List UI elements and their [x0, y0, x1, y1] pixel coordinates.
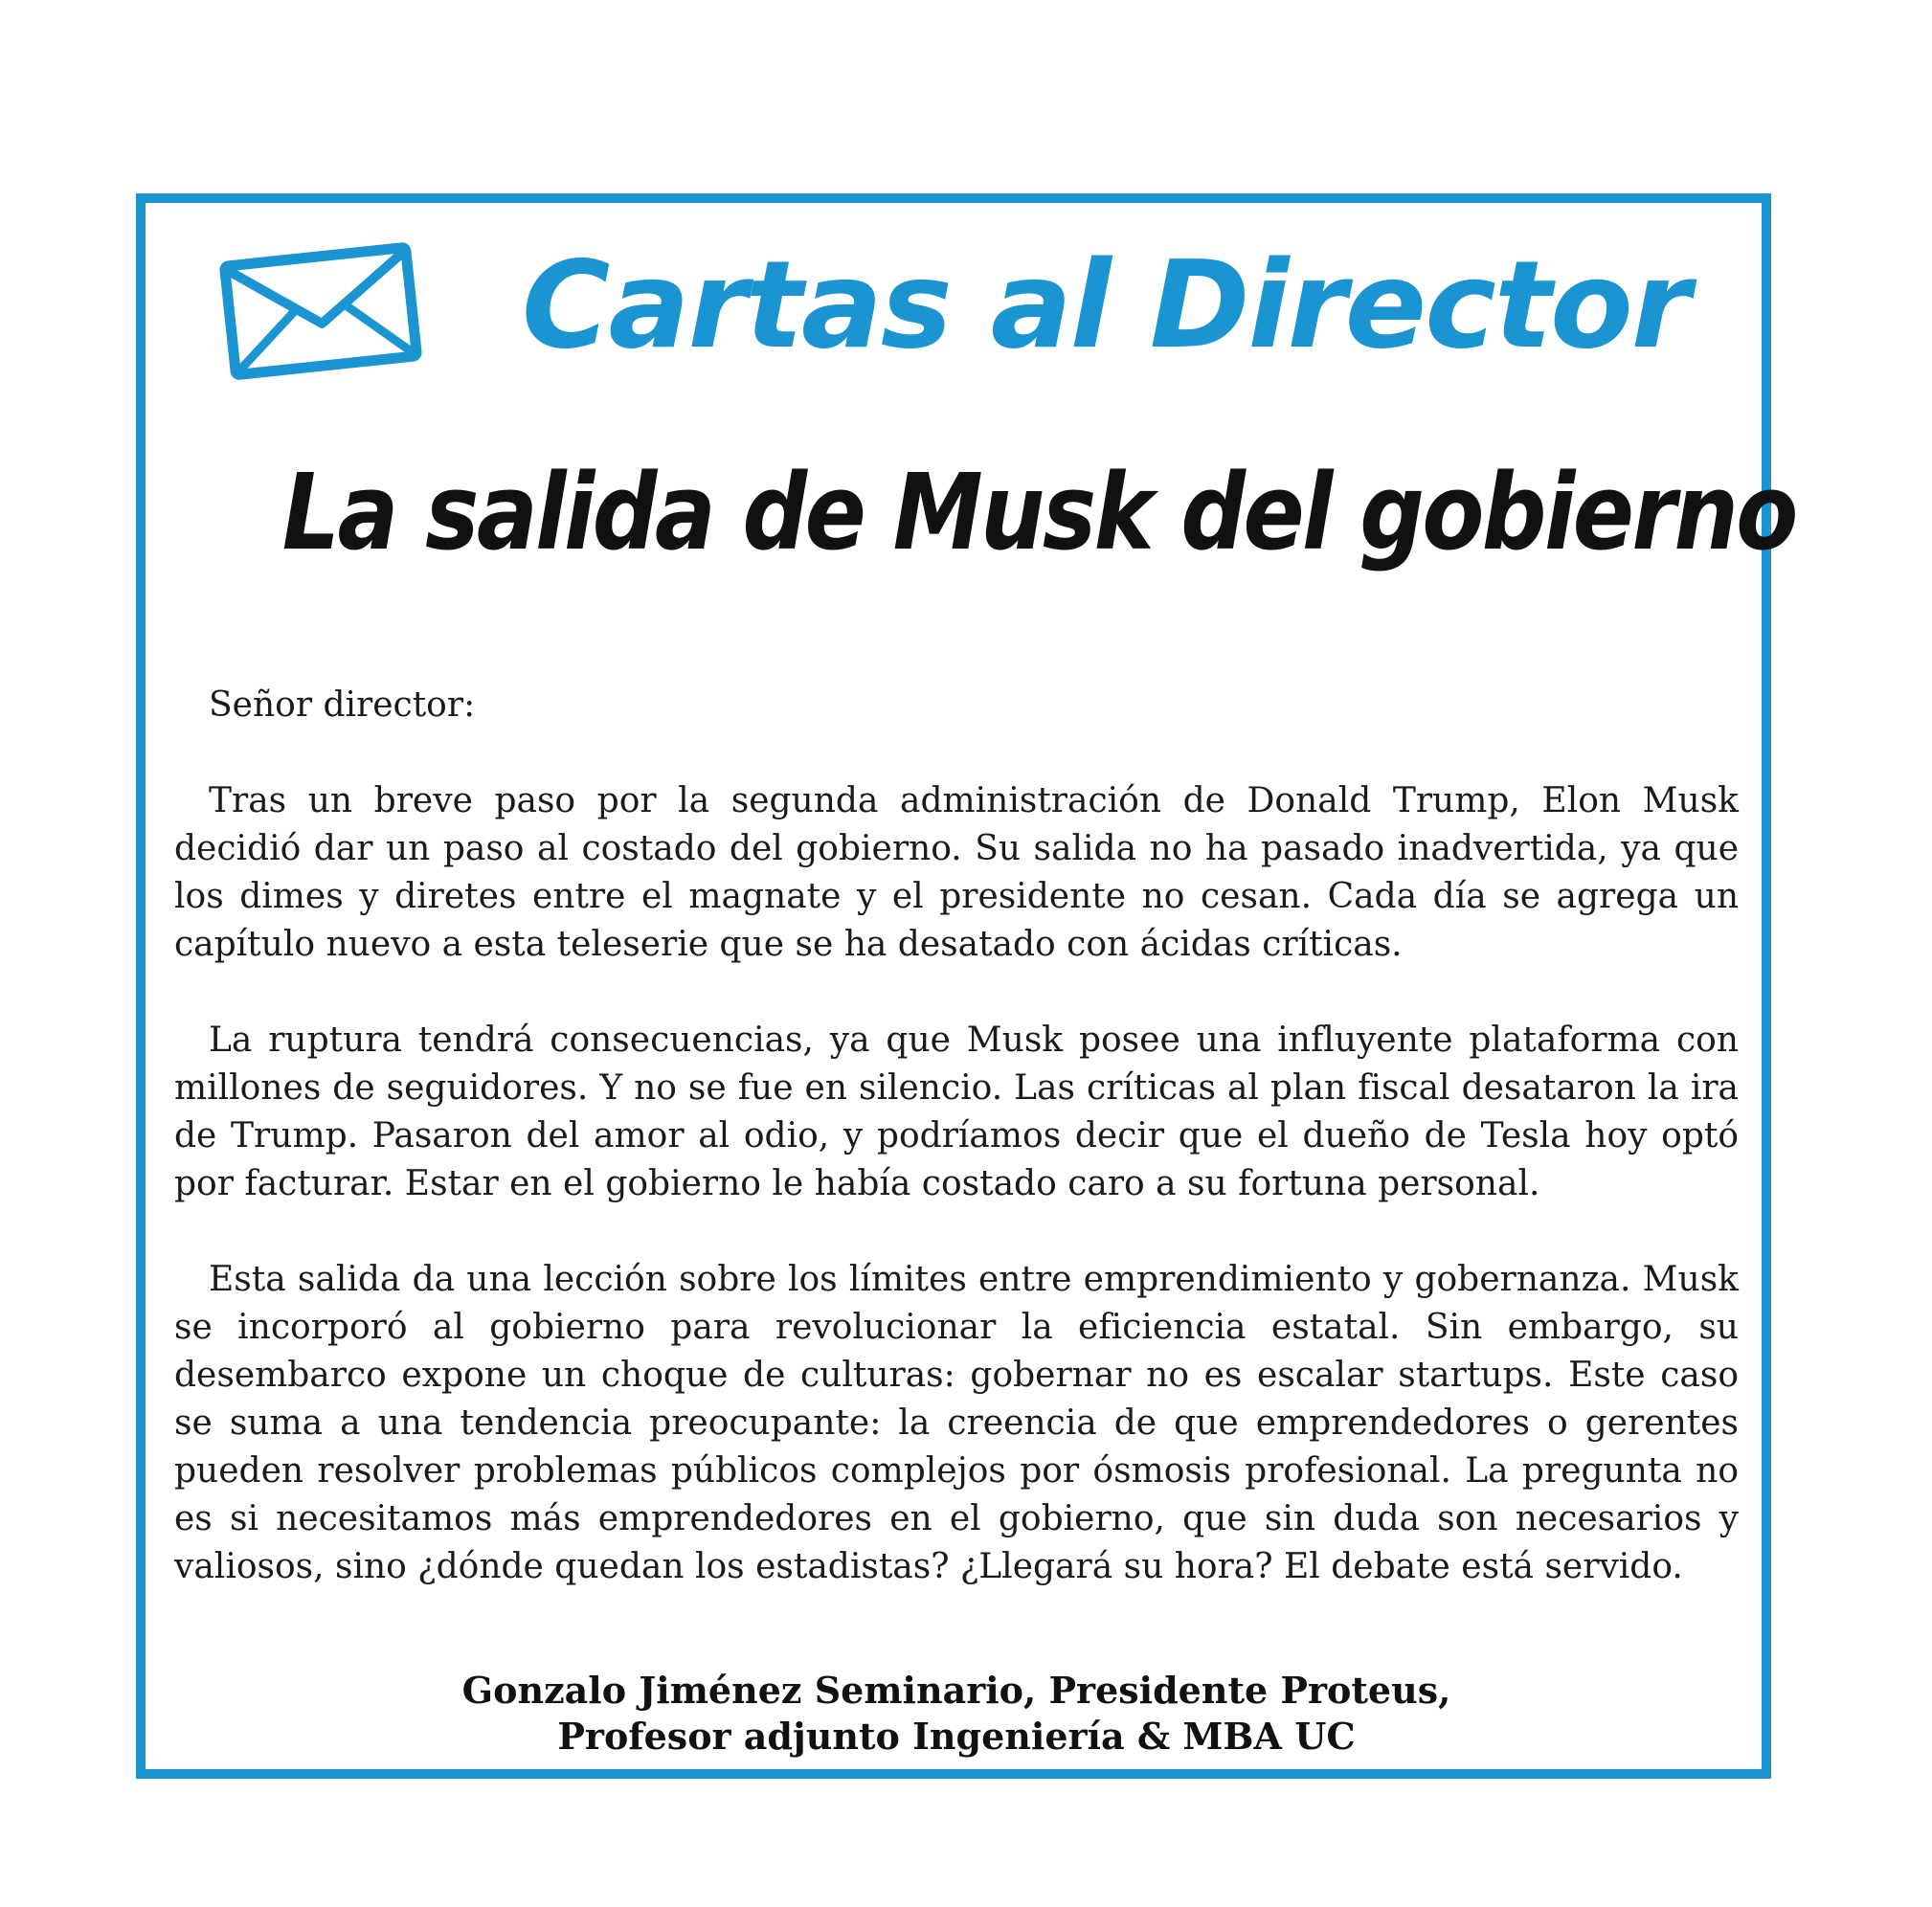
signature-line-2: Profesor adjunto Ingeniería & MBA UC	[557, 1715, 1356, 1758]
paragraph-3: Esta salida da una lección sobre los límites entre emprendimiento y gobernanza. Musk se incorporó al gobierno para revolucionar la eficiencia estatal. Sin embargo, su desembarco expone un choque de culturas: gobernar no es escalar startups. Este caso se suma a una tendencia preocupante: la creencia de que emprendedores o gerentes pueden resolver problemas públicos complejos por ósmosis profesional. La pregunta no es si necesitamos más emprendedores en el gobierno, que sin duda son necesarios y valiosos, sino ¿dónde quedan los estadistas? ¿Llegará su hora? El debate está servido.	[174, 1260, 1739, 1586]
salutation: Señor director:	[209, 685, 476, 725]
signature-line-1: Gonzalo Jiménez Seminario, Presidente Proteus,	[461, 1669, 1451, 1712]
paragraph-1: Tras un breve paso por la segunda administración de Donald Trump, Elon Musk decidió dar un paso al costado del gobierno. Su salida no ha pasado inadvertida, ya que los dimes y diretes entre el magnate y el presidente no cesan. Cada día se agrega un capítulo nuevo a esta teleserie que se ha desatado con ácidas críticas.	[174, 781, 1739, 964]
signature	[174, 1668, 1739, 1760]
paragraph-2: La ruptura tendrá consecuencias, ya que Musk posee una influyente plataforma con millones de seguidores. Y no se fue en silencio. Las críticas al plan fiscal desataron la ira de Trump. Pasaron del amor al odio, y podríamos decir que el dueño de Tesla hoy optó por facturar. Estar en el gobierno le había costado caro a su fortuna personal.	[174, 1021, 1739, 1203]
envelope-icon	[216, 239, 425, 383]
section-title: Cartas al Director	[522, 235, 1689, 375]
letter-body	[174, 682, 1739, 1639]
article-headline: La salida de Musk del gobierno	[281, 451, 1796, 573]
